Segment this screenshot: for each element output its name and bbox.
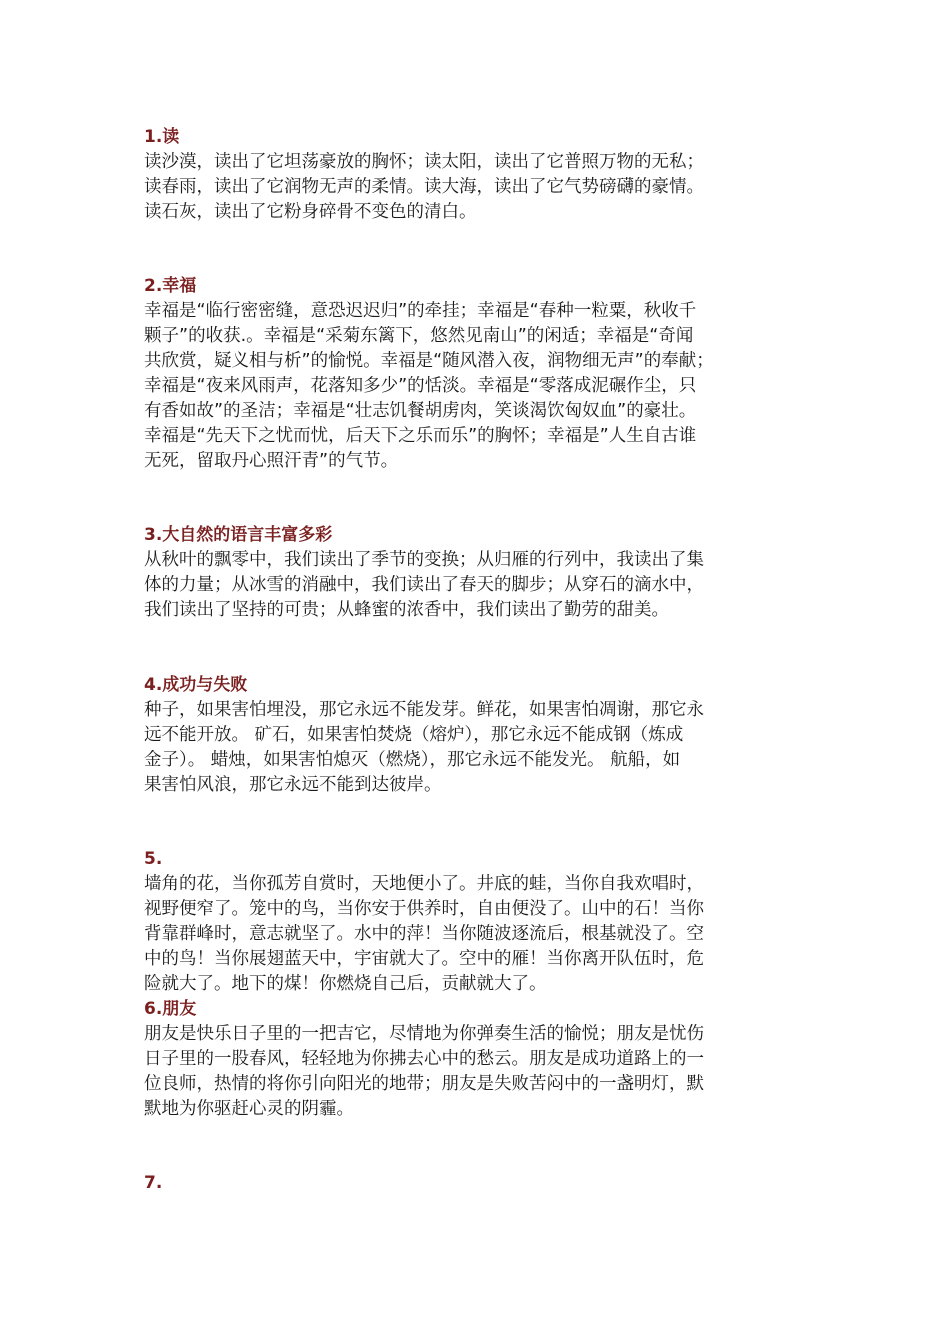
section-1 — [144, 124, 808, 225]
section-heading: 3.大自然的语言丰富多彩 — [144, 525, 333, 545]
section-heading: 4.成功与失败 — [144, 675, 248, 695]
paragraph-line: 共欣赏，疑义相与析”的愉悦。幸福是“随风潜入夜，润物细无声”的奉献； — [144, 351, 714, 371]
paragraph-line: 墙角的花，当你孤芳自赏时，天地便小了。井底的蛙，当你自我欢唱时， — [144, 874, 704, 894]
paragraph-line: 险就大了。地下的煤！你燃烧自己后，贡献就大了。 — [144, 974, 547, 994]
paragraph-line: 有香如故”的圣洁；幸福是“壮志饥餐胡虏肉，笑谈渴饮匈奴血”的豪壮。 — [144, 401, 697, 421]
paragraph-line: 种子，如果害怕埋没，那它永远不能发芽。鲜花，如果害怕凋谢，那它永 — [144, 700, 704, 720]
section-5 — [144, 846, 808, 997]
section-heading: 1.读 — [144, 127, 180, 147]
paragraph-line: 远不能开放。 矿石，如果害怕焚烧（熔炉），那它永远不能成钢（炼成 — [144, 725, 684, 745]
paragraph-line: 体的力量；从冰雪的消融中，我们读出了春天的脚步；从穿石的滴水中， — [144, 575, 704, 595]
section-2 — [144, 273, 808, 474]
paragraph-line: 背靠群峰时，意志就坚了。水中的萍！当你随波逐流后，根基就没了。空 — [144, 924, 704, 944]
paragraph-line: 从秋叶的飘零中，我们读出了季节的变换；从归雁的行列中，我读出了集 — [144, 550, 704, 570]
paragraph-line: 默地为你驱赶心灵的阴霾。 — [144, 1099, 354, 1119]
section-heading: 5. — [144, 849, 163, 869]
paragraph-line: 幸福是“临行密密缝，意恐迟迟归”的牵挂；幸福是“春种一粒粟，秋收千 — [144, 301, 697, 321]
paragraph-line: 日子里的一股春风，轻轻地为你拂去心中的愁云。朋友是成功道路上的一 — [144, 1049, 704, 1069]
section-heading: 6.朋友 — [144, 999, 197, 1019]
paragraph-line: 朋友是快乐日子里的一把吉它，尽情地为你弹奏生活的愉悦；朋友是忧伤 — [144, 1024, 704, 1044]
paragraph-line: 位良师，热情的将你引向阳光的地带；朋友是失败苦闷中的一盏明灯，默 — [144, 1074, 704, 1094]
paragraph-line: 读沙漠，读出了它坦荡豪放的胸怀；读太阳，读出了它普照万物的无私； — [144, 152, 704, 172]
paragraph-line: 果害怕风浪，那它永远不能到达彼岸。 — [144, 775, 442, 795]
paragraph-line: 我们读出了坚持的可贵；从蜂蜜的浓香中，我们读出了勤劳的甜美。 — [144, 600, 669, 620]
paragraph-line: 颗子”的收获.。幸福是“采菊东篱下，悠然见南山”的闲适；幸福是“奇闻 — [144, 326, 694, 346]
section-heading: 7. — [144, 1173, 163, 1193]
paragraph-line: 无死，留取丹心照汗青”的气节。 — [144, 451, 399, 471]
paragraph-line: 幸福是“夜来风雨声，花落知多少”的恬淡。幸福是“零落成泥碾作尘，只 — [144, 376, 697, 396]
section-7 — [144, 1170, 808, 1196]
section-4 — [144, 672, 808, 798]
paragraph-line: 幸福是“先天下之忧而忧，后天下之乐而乐”的胸怀；幸福是”人生自古谁 — [144, 426, 697, 446]
section-3 — [144, 522, 808, 623]
section-heading: 2.幸福 — [144, 276, 197, 296]
paragraph-line: 金子）。 蜡烛，如果害怕熄灭（燃烧），那它永远不能发光。 航船，如 — [144, 750, 681, 770]
paragraph-line: 读春雨，读出了它润物无声的柔情。读大海，读出了它气势磅礴的豪情。 — [144, 177, 704, 197]
paragraph-line: 读石灰，读出了它粉身碎骨不变色的清白。 — [144, 202, 477, 222]
section-6 — [144, 996, 808, 1122]
paragraph-line: 视野便窄了。笼中的鸟，当你安于供养时，自由便没了。山中的石！当你 — [144, 899, 704, 919]
paragraph-line: 中的鸟！当你展翅蓝天中，宇宙就大了。空中的雁！当你离开队伍时，危 — [144, 949, 704, 969]
